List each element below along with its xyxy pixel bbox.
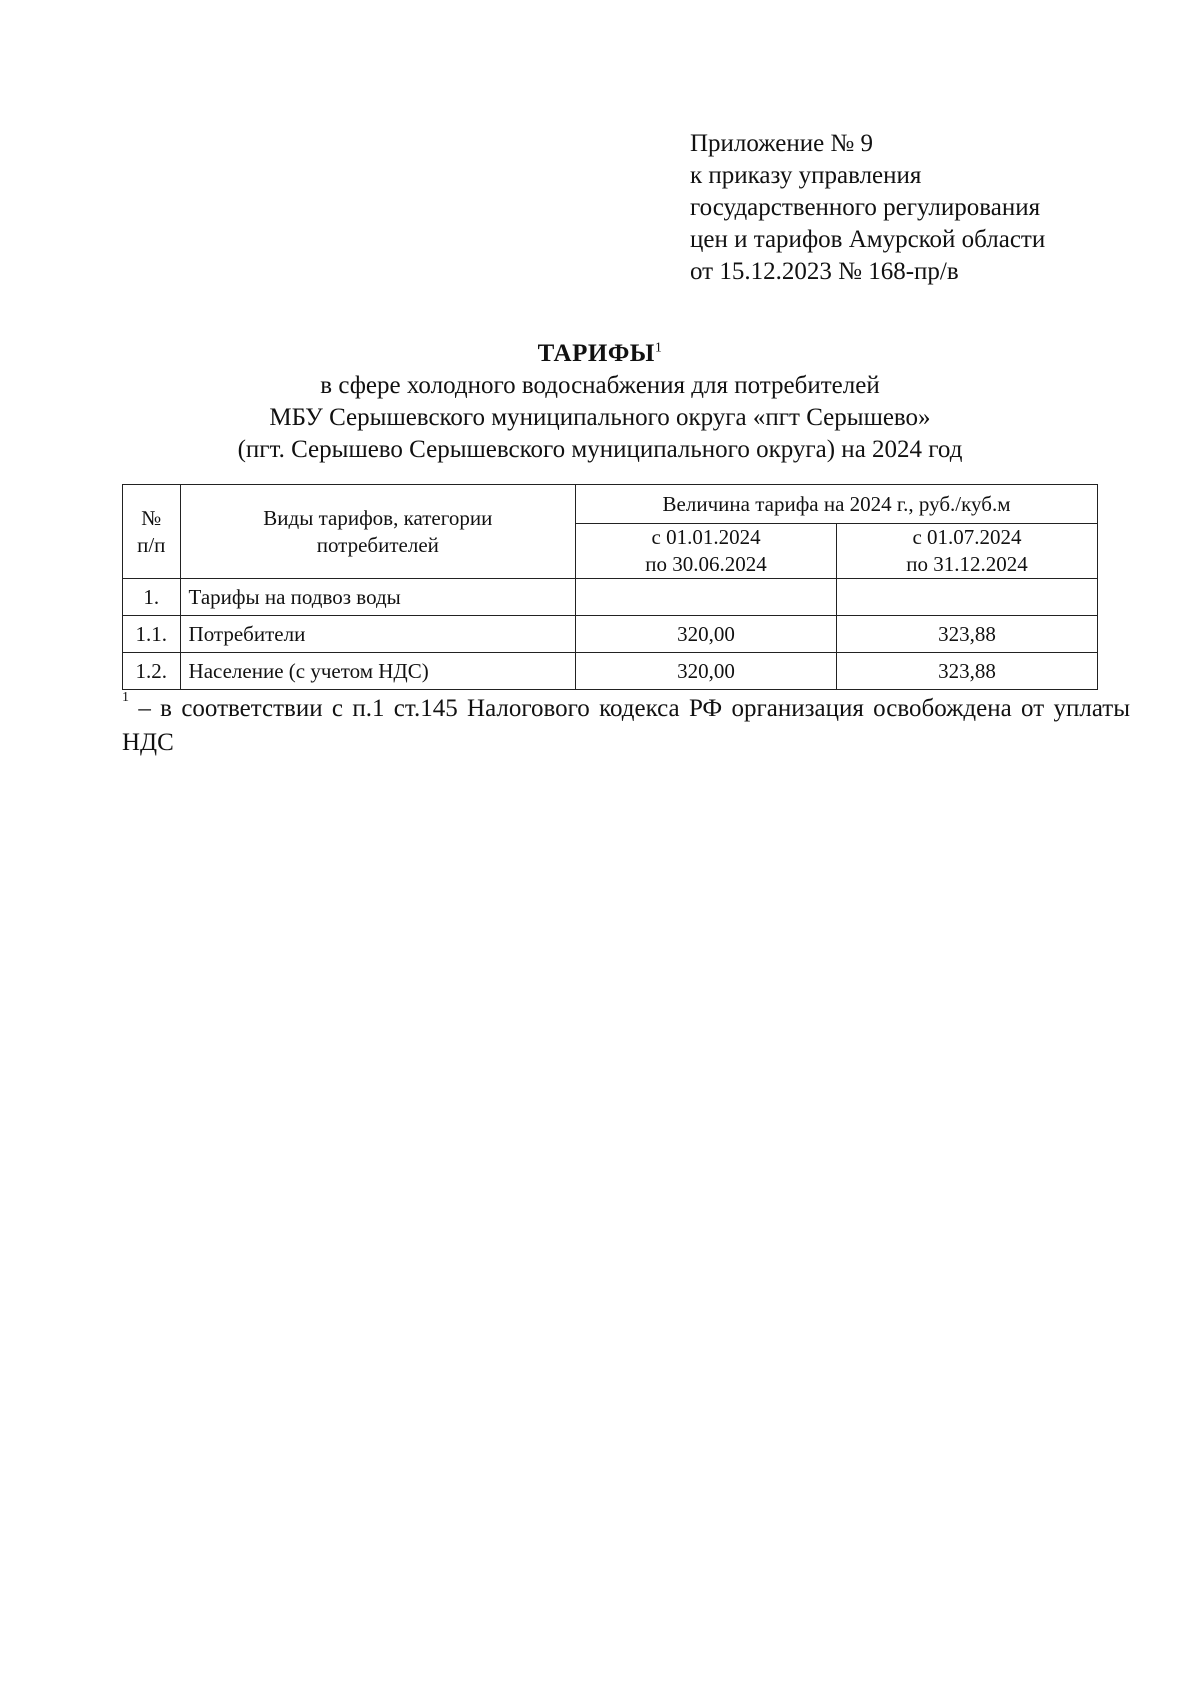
document-title <box>0 338 1200 370</box>
row-value-period-2 <box>837 579 1098 616</box>
appendix-date-line: от 15.12.2023 № 168-пр/в <box>690 258 959 285</box>
document-title-text: ТАРИФЫ <box>537 340 655 367</box>
document-subtitle-2: МБУ Серышевского муниципального округа «пгт Серышево» <box>269 404 931 431</box>
header-number-abbr: п/п <box>137 532 166 557</box>
header-number-cell <box>123 485 181 579</box>
header-period-2-start: с 01.07.2024 <box>912 525 1022 549</box>
appendix-order-line: к приказу управления <box>690 162 922 189</box>
document-subtitle-1: в сфере холодного водоснабжения для потребителей <box>320 372 880 399</box>
header-period-2 <box>837 524 1098 579</box>
header-name-line-2: потребителей <box>316 532 439 557</box>
row-value-period-2: 323,88 <box>837 653 1098 690</box>
header-name-cell <box>180 485 576 579</box>
table-row <box>123 653 1098 690</box>
row-name: Население (с учетом НДС) <box>180 653 576 690</box>
row-value-period-1: 320,00 <box>576 653 837 690</box>
header-name-line-1: Виды тарифов, категории <box>263 505 493 530</box>
header-period-1-start: с 01.01.2024 <box>651 525 761 549</box>
row-value-period-1 <box>576 579 837 616</box>
row-number: 1. <box>123 579 181 616</box>
footnote <box>122 689 1130 760</box>
footnote-text: – в соответствии с п.1 ст.145 Налогового кодекса РФ организация освобождена от уплаты НДС <box>122 695 1130 756</box>
table-header-row <box>123 485 1098 524</box>
footnote-mark: 1 <box>122 689 129 705</box>
title-block <box>0 338 1200 466</box>
header-period-1 <box>576 524 837 579</box>
header-period-2-end: по 31.12.2024 <box>906 552 1028 576</box>
appendix-number: Приложение № 9 <box>690 130 874 157</box>
row-name: Тарифы на подвоз воды <box>180 579 576 616</box>
row-value-period-1: 320,00 <box>576 616 837 653</box>
table-row <box>123 616 1098 653</box>
document-subtitle-3: (пгт. Серышево Серышевского муниципального округа) на 2024 год <box>237 436 963 463</box>
table-row <box>123 579 1098 616</box>
tariff-table <box>122 484 1098 690</box>
row-number: 1.2. <box>123 653 181 690</box>
header-value-group: Величина тарифа на 2024 г., руб./куб.м <box>576 485 1098 524</box>
header-number-symbol: № <box>141 505 162 530</box>
appendix-block <box>690 128 1150 288</box>
row-number: 1.1. <box>123 616 181 653</box>
appendix-region-line: цен и тарифов Амурской области <box>690 226 1046 253</box>
row-value-period-2: 323,88 <box>837 616 1098 653</box>
row-name: Потребители <box>180 616 576 653</box>
appendix-authority-line: государственного регулирования <box>690 194 1041 221</box>
header-period-1-end: по 30.06.2024 <box>645 552 767 576</box>
title-footnote-mark: 1 <box>654 340 663 356</box>
